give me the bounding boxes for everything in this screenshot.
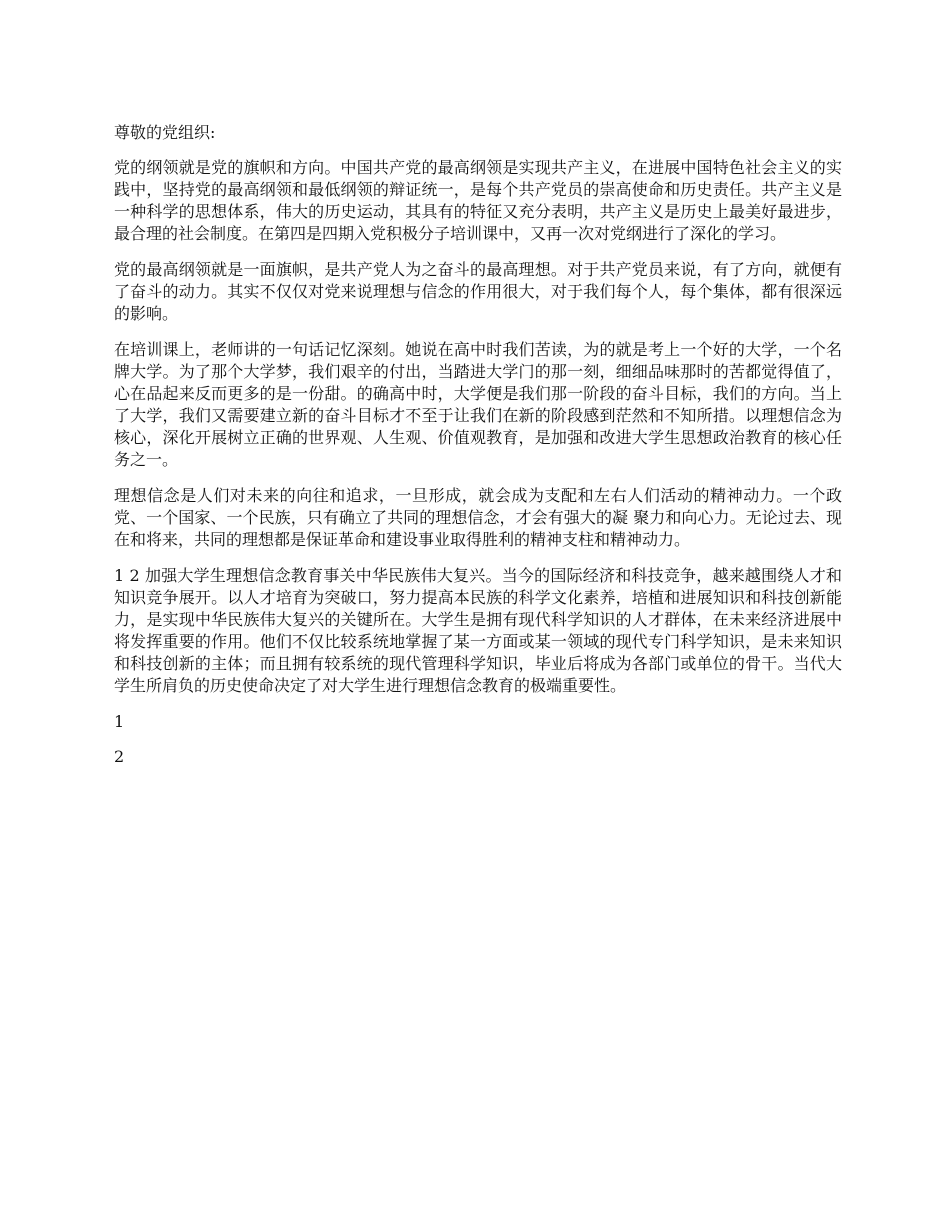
- paragraph-4: 理想信念是人们对未来的向往和追求，一旦形成，就会成为支配和左右人们活动的精神动力。一个政党、一个国家、一个民族，只有确立了共同的理想信念，才会有强大的凝 聚力和向心力。无论过去、现在和将来，共同的理想都是保证革命和建设事业取得胜利的精神支柱和精神动力。: [114, 486, 842, 549]
- paragraph-3: 在培训课上，老师讲的一句话记忆深刻。她说在高中时我们苦读，为的就是考上一个好的大学，一个名牌大学。为了那个大学梦，我们艰辛的付出，当踏进大学门的那一刻，细细品味那时的苦都觉得值了，心在品起来反而更多的是一份甜。的确高中时，大学便是我们那一阶段的奋斗目标，我们的方向。当上了大学，我们又需要建立新的奋斗目标才不至于让我们在新的阶段感到茫然和不知所措。以理想信念为核心，深化开展树立正确的世界观、人生观、价值观教育，是加强和改进大学生思想政治教育的核心任务之一。: [114, 340, 842, 469]
- page-number-1: 1: [114, 712, 125, 731]
- paragraph-1: 党的纲领就是党的旗帜和方向。中国共产党的最高纲领是实现共产主义，在进展中国特色社会主义的实践中，坚持党的最高纲领和最低纲领的辩证统一，是每个共产党员的崇高使命和历史责任。共产主义是一种科学的思想体系，伟大的历史运动，其具有的特征又充分表明，共产主义是历史上最美好最进步，最合理的社会制度。在第四是四期入党积极分子培训课中，又再一次对党纲进行了深化的学习。: [114, 158, 842, 243]
- document-body: [114, 122, 842, 781]
- paragraph-5: 1 2 加强大学生理想信念教育事关中华民族伟大复兴。当今的国际经济和科技竞争，越来越围绕人才和知识竞争展开。以人才培育为突破口，努力提高本民族的科学文化素养，培植和进展知识和科技创新能力，是实现中华民族伟大复兴的关键所在。大学生是拥有现代科学知识的人才群体，在未来经济进展中将发挥重要的作用。他们不仅比较系统地掌握了某一方面或某一领域的现代专门科学知识，是未来知识和科技创新的主体；而且拥有较系统的现代管理科学知识，毕业后将成为各部门或单位的骨干。当代大学生所肩负的历史使命决定了对大学生进行理想信念教育的极端重要性。: [114, 566, 842, 695]
- page-number-2: 2: [114, 747, 125, 766]
- paragraph-2: 党的最高纲领就是一面旗帜，是共产党人为之奋斗的最高理想。对于共产党员来说，有了方向，就便有了奋斗的动力。其实不仅仅对党来说理想与信念的作用很大，对于我们每个人，每个集体，都有很深远的影响。: [114, 260, 842, 323]
- salutation: 尊敬的党组织:: [114, 123, 216, 142]
